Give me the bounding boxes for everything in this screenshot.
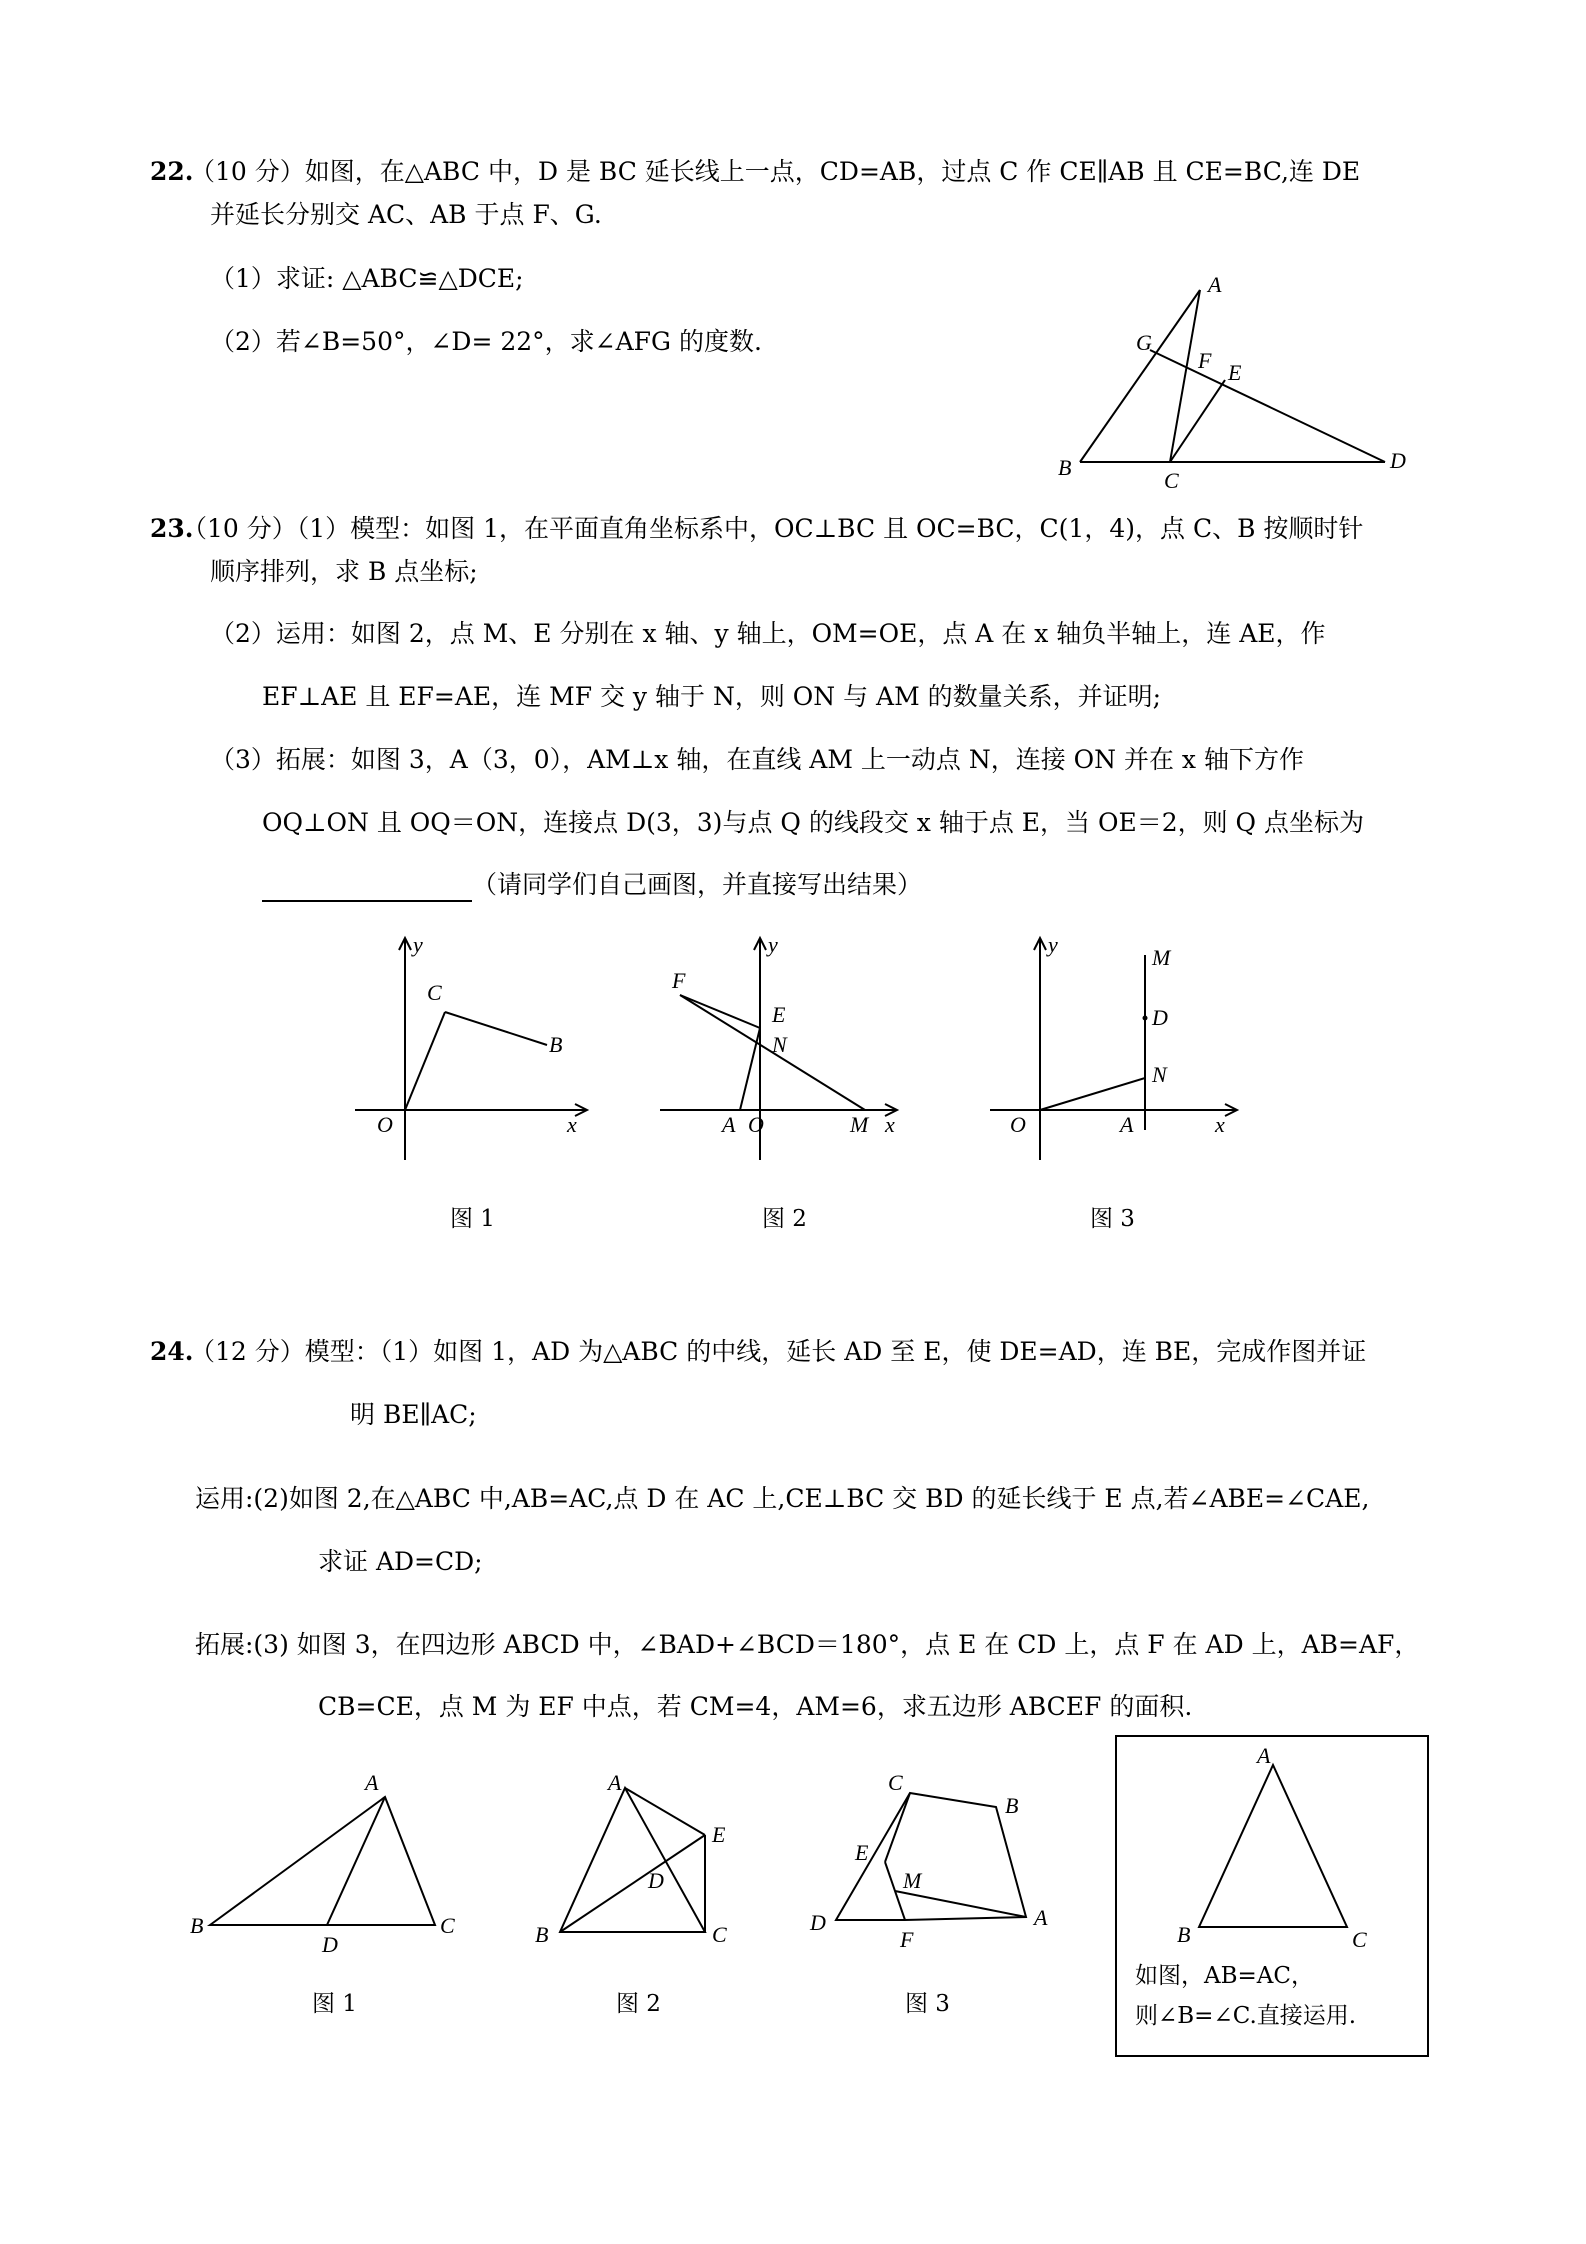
q23-part3-line2: OQ⊥ON 且 OQ＝ON，连接点 D(3，3)与点 Q 的线段交 x 轴于点 E，当 OE＝2，则 Q 点坐标为 bbox=[262, 808, 1365, 837]
q24-part3-line1: 拓展:(3) 如图 3，在四边形 ABCD 中，∠BAD+∠BCD＝180°，点 E 在 CD 上，点 F 在 AD 上，AB=AF， bbox=[195, 1630, 1420, 1659]
q24-fig1-D: D bbox=[322, 1932, 338, 1957]
q24-fig1-C: C bbox=[440, 1913, 455, 1938]
q22-label-C: C bbox=[1164, 468, 1179, 493]
q23-fig1-O: O bbox=[377, 1112, 393, 1137]
q24-hint-figure bbox=[1177, 1743, 1377, 1952]
q24-fig3-D: D bbox=[810, 1910, 826, 1935]
q22-part2: （2）若∠B=50°，∠D= 22°，求∠AFG 的度数. bbox=[210, 327, 762, 356]
q24-fig2 bbox=[530, 1770, 760, 1960]
q23-fig3-x: x bbox=[1215, 1112, 1225, 1137]
q24-hint-A: A bbox=[1257, 1743, 1271, 1768]
q24-fig3-C: C bbox=[888, 1770, 903, 1795]
q22-label-B: B bbox=[1058, 455, 1072, 480]
q23-fig3-caption: 图 3 bbox=[1090, 1206, 1135, 1232]
q24-fig1-A: A bbox=[365, 1770, 379, 1795]
q24-fig3-B: B bbox=[1005, 1793, 1019, 1818]
q23-fig3-D: D bbox=[1152, 1005, 1168, 1030]
q24-fig3-A: A bbox=[1034, 1905, 1048, 1930]
q24-stem-line1: （12 分）模型：（1）如图 1，AD 为△ABC 的中线，延长 AD 至 E，使 DE=AD，连 BE，完成作图并证 bbox=[190, 1337, 1367, 1366]
q23-fig1-x: x bbox=[567, 1112, 577, 1137]
q24-part2-line2: 求证 AD=CD; bbox=[318, 1547, 483, 1576]
q23-fig1-C: C bbox=[427, 980, 442, 1005]
q23-stem-line2: 顺序排列，求 B 点坐标; bbox=[210, 557, 478, 586]
q23-stem-line1: （10 分）（1）模型：如图 1，在平面直角坐标系中，OC⊥BC 且 OC=BC，C(1，4)，点 C、B 按顺时针 bbox=[182, 514, 1364, 543]
q24-hint-box bbox=[1115, 1735, 1429, 2057]
q22-label-E: E bbox=[1228, 360, 1242, 385]
q23-part3-note: （请同学们自己画图，并直接写出结果） bbox=[472, 870, 923, 899]
q23-fig3-y: y bbox=[1048, 932, 1058, 957]
q23-fig3-A: A bbox=[1120, 1112, 1134, 1137]
q23-fig2-O: O bbox=[748, 1112, 764, 1137]
q22-figure bbox=[1050, 270, 1410, 493]
q23-fig2-F: F bbox=[672, 968, 686, 993]
q23-fig2-x: x bbox=[885, 1112, 895, 1137]
q24-fig2-E: E bbox=[712, 1822, 726, 1847]
q24-fig2-A: A bbox=[608, 1770, 622, 1795]
q24-part2-line1: 运用:(2)如图 2,在△ABC 中,AB=AC,点 D 在 AC 上,CE⊥BC 交 BD 的延长线于 E 点,若∠ABE=∠CAE, bbox=[195, 1484, 1370, 1513]
q24-hint-B: B bbox=[1177, 1922, 1191, 1947]
q23-fig2-A: A bbox=[722, 1112, 736, 1137]
q22-label-F: F bbox=[1198, 348, 1212, 373]
q24-part3-line2: CB=CE，点 M 为 EF 中点，若 CM=4，AM=6，求五边形 ABCEF 的面积. bbox=[318, 1692, 1193, 1721]
q24-fig1-caption: 图 1 bbox=[312, 1991, 357, 2017]
q24-fig1 bbox=[190, 1770, 480, 1960]
q23-part3-line1: （3）拓展：如图 3，A（3，0），AM⊥x 轴，在直线 AM 上一动点 N，连接 ON 并在 x 轴下方作 bbox=[210, 745, 1304, 774]
q24-fig3-M: M bbox=[903, 1868, 922, 1893]
q22-label-D: D bbox=[1390, 448, 1406, 473]
q24-stem-line2: 明 BE∥AC; bbox=[350, 1400, 477, 1429]
q23-fig2-N: N bbox=[772, 1032, 787, 1057]
q22-stem-line1: （10 分）如图，在△ABC 中，D 是 BC 延长线上一点，CD=AB，过点 C 作 CE∥AB 且 CE=BC,连 DE bbox=[190, 157, 1361, 186]
q22-part1: （1）求证: △ABC≌△DCE; bbox=[210, 264, 524, 293]
q24-hint-line2: 则∠B=∠C.直接运用. bbox=[1135, 2003, 1357, 2029]
q24-fig3-E: E bbox=[855, 1840, 869, 1865]
q24-fig2-B: B bbox=[535, 1922, 549, 1947]
q24-fig3-caption: 图 3 bbox=[905, 1991, 950, 2017]
q24-fig3-F: F bbox=[900, 1927, 914, 1952]
q23-fig1-B: B bbox=[549, 1032, 563, 1057]
q23-part2-line2: EF⊥AE 且 EF=AE，连 MF 交 y 轴于 N，则 ON 与 AM 的数量关系，并证明; bbox=[262, 682, 1162, 711]
q23-fig3-O: O bbox=[1010, 1112, 1026, 1137]
q23-part2-line1: （2）运用：如图 2，点 M、E 分别在 x 轴、y 轴上，OM=OE，点 A 在 x 轴负半轴上，连 AE，作 bbox=[210, 619, 1326, 648]
q23-fig1-caption: 图 1 bbox=[450, 1206, 495, 1232]
q23-fig2-M: M bbox=[850, 1112, 869, 1137]
q23-fig2-caption: 图 2 bbox=[762, 1206, 807, 1232]
q23-fig2 bbox=[660, 930, 910, 1170]
q23-fig1 bbox=[355, 930, 595, 1170]
q24-fig2-D: D bbox=[648, 1868, 664, 1893]
q24-number: 24. bbox=[150, 1337, 194, 1366]
q23-fig3-M: M bbox=[1152, 945, 1171, 970]
q22-stem-line2: 并延长分别交 AC、AB 于点 F、G. bbox=[210, 200, 602, 229]
q24-fig2-C: C bbox=[712, 1922, 727, 1947]
q24-fig3 bbox=[800, 1765, 1070, 1965]
q23-answer-blank[interactable] bbox=[262, 874, 472, 902]
q22-label-G: G bbox=[1136, 330, 1152, 355]
q22-number: 22. bbox=[150, 157, 194, 186]
q24-fig1-B: B bbox=[190, 1913, 204, 1938]
q23-number: 23. bbox=[150, 514, 194, 543]
q23-fig2-E: E bbox=[772, 1002, 786, 1027]
q24-hint-C: C bbox=[1352, 1927, 1367, 1952]
q23-fig3-N: N bbox=[1152, 1062, 1167, 1087]
q24-hint-line1: 如图，AB=AC， bbox=[1135, 1963, 1314, 1989]
q24-fig2-caption: 图 2 bbox=[616, 1991, 661, 2017]
q23-fig1-y: y bbox=[413, 932, 423, 957]
q23-fig3-point-D bbox=[1143, 1016, 1148, 1021]
q23-fig3 bbox=[990, 930, 1250, 1170]
q22-label-A: A bbox=[1208, 272, 1222, 297]
q23-fig2-y: y bbox=[768, 932, 778, 957]
